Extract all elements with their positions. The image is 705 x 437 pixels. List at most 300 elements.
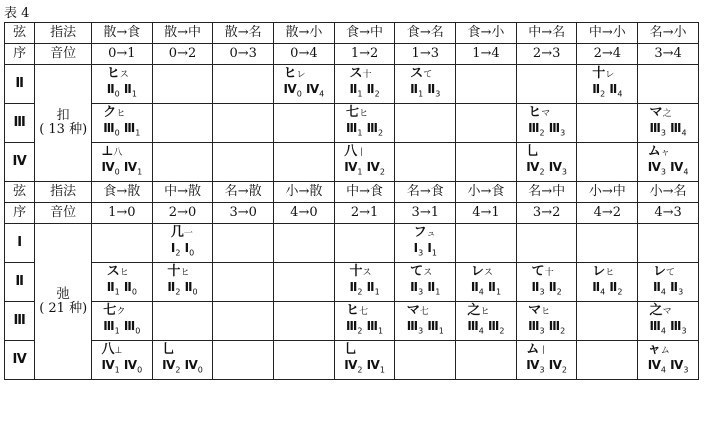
string-a: Ⅱ bbox=[167, 279, 176, 294]
pos-b: 3 bbox=[435, 89, 441, 99]
notation-cell bbox=[213, 65, 274, 104]
tablature-glyph bbox=[532, 265, 562, 280]
string-a: Ⅳ bbox=[647, 357, 661, 372]
string-positions bbox=[526, 358, 567, 377]
notation bbox=[410, 67, 440, 101]
glyph-main: 乚 bbox=[162, 341, 176, 357]
pos-a: 2 bbox=[357, 287, 363, 297]
glyph-sub: ヒ bbox=[605, 267, 615, 278]
subheader-cell: 音位 bbox=[35, 44, 92, 65]
tablature-glyph bbox=[167, 265, 197, 280]
string-label: Ⅱ bbox=[5, 65, 35, 104]
table-row bbox=[5, 104, 699, 143]
glyph-sub: 一 bbox=[183, 228, 193, 239]
pos-a: 2 bbox=[600, 89, 606, 99]
tablature-glyph bbox=[471, 265, 501, 280]
header-cell: 中→食 bbox=[334, 182, 395, 203]
notation-cell bbox=[274, 224, 335, 263]
header-cell: 小→食 bbox=[456, 182, 517, 203]
header-cell: 中→名 bbox=[516, 23, 577, 44]
notation-cell bbox=[516, 104, 577, 143]
pos-a: 4 bbox=[660, 326, 666, 336]
tablature-glyph bbox=[410, 67, 440, 82]
string-b: Ⅱ bbox=[609, 279, 618, 294]
string-positions bbox=[467, 319, 504, 338]
notation-cell bbox=[456, 104, 517, 143]
pos-b: 1 bbox=[495, 287, 502, 297]
notation bbox=[414, 226, 437, 260]
glyph-sub: ス bbox=[119, 69, 129, 80]
glyph-main: ヒ bbox=[528, 104, 542, 120]
pos-b: 1 bbox=[435, 287, 441, 297]
string-b: Ⅲ bbox=[548, 120, 561, 135]
tablature-glyph bbox=[653, 265, 683, 280]
glyph-sub: て bbox=[666, 267, 676, 278]
header-row bbox=[5, 23, 699, 44]
string-positions bbox=[101, 358, 142, 377]
glyph-main: レ bbox=[592, 263, 606, 279]
string-b: Ⅳ bbox=[305, 81, 320, 96]
string-positions bbox=[648, 358, 689, 377]
string-label: Ⅲ bbox=[5, 302, 35, 341]
string-a: Ⅳ bbox=[101, 357, 115, 372]
notation-cell bbox=[91, 104, 152, 143]
pos-a: 3 bbox=[660, 167, 666, 177]
glyph-main: ヒ bbox=[346, 302, 360, 318]
notation bbox=[592, 265, 622, 299]
subheader-cell: 4→1 bbox=[456, 203, 517, 224]
string-positions bbox=[349, 82, 379, 101]
glyph-sub: 之 bbox=[662, 108, 672, 119]
notation-cell bbox=[516, 65, 577, 104]
glyph-sub: レ bbox=[296, 69, 306, 80]
table-caption: 表 4 bbox=[4, 6, 30, 21]
notation-cell bbox=[395, 143, 456, 182]
notation-cell bbox=[213, 263, 274, 302]
pos-a: 1 bbox=[114, 326, 120, 336]
string-positions bbox=[344, 160, 385, 179]
pos-a: 2 bbox=[175, 248, 181, 258]
string-label: Ⅰ bbox=[5, 224, 35, 263]
string-a: Ⅳ bbox=[344, 357, 358, 372]
string-a: Ⅲ bbox=[346, 120, 358, 135]
pos-a: 3 bbox=[539, 365, 545, 375]
notation bbox=[107, 265, 137, 299]
tablature-glyph bbox=[528, 304, 565, 319]
subheader-cell: 4→0 bbox=[274, 203, 335, 224]
header-cell: 指法 bbox=[35, 23, 92, 44]
string-positions bbox=[650, 319, 687, 338]
notation-cell bbox=[152, 302, 213, 341]
glyph-sub: ク bbox=[116, 306, 126, 317]
string-b: Ⅲ bbox=[670, 120, 682, 135]
string-b: Ⅲ bbox=[123, 120, 136, 135]
glyph-main: マ bbox=[528, 302, 542, 318]
table-row bbox=[5, 341, 699, 380]
string-b: Ⅱ bbox=[609, 81, 618, 96]
string-a: Ⅱ bbox=[652, 279, 661, 294]
subheader-cell: 4→3 bbox=[638, 203, 699, 224]
notation-cell bbox=[152, 263, 213, 302]
glyph-main: ス bbox=[106, 263, 120, 279]
string-a: Ⅲ bbox=[528, 318, 540, 333]
notation-cell bbox=[334, 263, 395, 302]
tablature-glyph bbox=[414, 226, 437, 241]
string-a: Ⅲ bbox=[649, 318, 661, 333]
tablature-glyph bbox=[410, 265, 440, 280]
glyph-main: レ bbox=[470, 263, 484, 279]
notation bbox=[346, 106, 383, 140]
pos-a: 3 bbox=[418, 326, 424, 336]
pos-b: 0 bbox=[131, 287, 137, 297]
notation-cell bbox=[638, 104, 699, 143]
glyph-main: ス bbox=[410, 65, 424, 81]
header-cell: 中→小 bbox=[577, 23, 638, 44]
string-positions bbox=[528, 121, 565, 140]
glyph-sub: レ bbox=[605, 69, 615, 80]
string-a: Ⅱ bbox=[410, 81, 419, 96]
tablature-glyph bbox=[526, 343, 567, 358]
pos-a: 1 bbox=[357, 167, 363, 177]
tablature-glyph bbox=[648, 145, 689, 160]
header-cell: 食→中 bbox=[334, 23, 395, 44]
group-count: ( 13 种) bbox=[39, 122, 88, 137]
string-a: Ⅲ bbox=[406, 318, 419, 333]
glyph-main: 八 bbox=[101, 341, 115, 357]
notation-cell bbox=[395, 224, 456, 263]
string-b: Ⅳ bbox=[123, 159, 138, 174]
tablature-glyph bbox=[103, 304, 140, 319]
notation-cell bbox=[516, 143, 577, 182]
string-a: Ⅲ bbox=[103, 120, 115, 135]
string-positions bbox=[592, 280, 622, 299]
notation-cell bbox=[213, 341, 274, 380]
notation bbox=[284, 67, 325, 101]
pos-b: 0 bbox=[135, 326, 141, 336]
tablature-glyph bbox=[101, 343, 142, 358]
glyph-sub: 七 bbox=[359, 306, 369, 317]
notation-cell bbox=[274, 263, 335, 302]
notation bbox=[162, 343, 203, 377]
string-a: Ⅱ bbox=[349, 81, 358, 96]
notation-cell bbox=[274, 341, 335, 380]
notation-cell bbox=[395, 65, 456, 104]
notation-cell bbox=[577, 65, 638, 104]
notation-cell bbox=[334, 65, 395, 104]
tablature-glyph bbox=[349, 265, 379, 280]
notation bbox=[526, 343, 567, 377]
group-cell bbox=[35, 224, 92, 380]
notation-cell bbox=[91, 302, 152, 341]
glyph-sub: ス bbox=[483, 267, 493, 278]
glyph-main: 十 bbox=[349, 263, 363, 279]
pos-b: 3 bbox=[560, 128, 566, 138]
notation bbox=[103, 304, 140, 338]
pos-b: 4 bbox=[683, 167, 689, 177]
pos-a: 4 bbox=[478, 287, 484, 297]
table-row bbox=[5, 302, 699, 341]
glyph-main: て bbox=[410, 263, 424, 279]
string-label: Ⅱ bbox=[5, 263, 35, 302]
notation bbox=[532, 265, 562, 299]
notation-cell bbox=[638, 302, 699, 341]
notation bbox=[467, 304, 504, 338]
tablature-glyph bbox=[407, 304, 444, 319]
pos-a: 0 bbox=[114, 89, 120, 99]
glyph-sub: ヒ bbox=[116, 108, 126, 119]
pos-a: 4 bbox=[600, 287, 606, 297]
glyph-sub: ヒ bbox=[180, 267, 190, 278]
string-a: Ⅲ bbox=[346, 318, 358, 333]
notation-cell bbox=[152, 341, 213, 380]
notation bbox=[410, 265, 440, 299]
notation-cell bbox=[152, 224, 213, 263]
subheader-cell: 音位 bbox=[35, 203, 92, 224]
string-positions bbox=[346, 319, 383, 338]
string-b: Ⅲ bbox=[366, 120, 379, 135]
tablature-glyph bbox=[648, 343, 689, 358]
notation-cell bbox=[516, 263, 577, 302]
string-b: Ⅱ bbox=[427, 81, 436, 96]
glyph-main: ク bbox=[103, 104, 117, 120]
header-cell: 名→食 bbox=[395, 182, 456, 203]
notation-cell bbox=[577, 224, 638, 263]
pos-a: 2 bbox=[175, 287, 181, 297]
string-b: Ⅳ bbox=[184, 357, 198, 372]
notation bbox=[592, 67, 622, 101]
tablature-glyph bbox=[107, 67, 137, 82]
notation-cell bbox=[456, 65, 517, 104]
subheader-cell: 0→4 bbox=[274, 44, 335, 65]
notation bbox=[648, 343, 689, 377]
glyph-main: フ bbox=[413, 224, 427, 240]
string-positions bbox=[650, 121, 687, 140]
header-cell: 弦 bbox=[5, 23, 35, 44]
string-label: Ⅲ bbox=[5, 104, 35, 143]
string-a: Ⅳ bbox=[526, 357, 540, 372]
string-positions bbox=[103, 121, 140, 140]
pos-b: 0 bbox=[189, 248, 195, 258]
string-a: Ⅳ bbox=[283, 81, 297, 96]
string-positions bbox=[526, 160, 567, 179]
string-label: Ⅳ bbox=[5, 341, 35, 380]
string-positions bbox=[171, 241, 194, 260]
tablature-glyph bbox=[103, 106, 140, 121]
notation bbox=[528, 304, 565, 338]
glyph-sub: ス bbox=[423, 267, 433, 278]
glyph-main: マ bbox=[649, 104, 663, 120]
notation-cell bbox=[395, 341, 456, 380]
header-row bbox=[5, 182, 699, 203]
pos-a: 2 bbox=[357, 365, 363, 375]
pos-b: 3 bbox=[561, 167, 568, 177]
pos-b: 2 bbox=[556, 287, 562, 297]
subheader-row bbox=[5, 203, 699, 224]
notation-cell bbox=[638, 341, 699, 380]
pos-b: 4 bbox=[319, 89, 325, 99]
tablature-glyph bbox=[171, 226, 194, 241]
notation-cell bbox=[152, 65, 213, 104]
string-positions bbox=[167, 280, 197, 299]
subheader-cell: 序 bbox=[5, 203, 35, 224]
pos-b: 0 bbox=[197, 365, 203, 375]
string-positions bbox=[532, 280, 562, 299]
string-b: Ⅱ bbox=[366, 81, 375, 96]
pos-b: 1 bbox=[438, 326, 444, 336]
string-positions bbox=[648, 160, 689, 179]
string-a: Ⅲ bbox=[528, 120, 540, 135]
subheader-cell: 3→2 bbox=[516, 203, 577, 224]
pos-b: 2 bbox=[560, 326, 566, 336]
pos-a: 1 bbox=[357, 89, 363, 99]
glyph-main: 乚 bbox=[344, 341, 358, 357]
notation bbox=[648, 145, 689, 179]
glyph-main: レ bbox=[652, 263, 666, 279]
glyph-main: ム bbox=[526, 341, 540, 357]
pos-a: 1 bbox=[418, 89, 424, 99]
pos-b: 1 bbox=[431, 248, 437, 258]
glyph-sub: 八 bbox=[113, 147, 123, 158]
notation-cell bbox=[152, 104, 213, 143]
notation bbox=[407, 304, 444, 338]
pos-b: 4 bbox=[617, 89, 623, 99]
string-a: Ⅳ bbox=[647, 159, 661, 174]
string-positions bbox=[349, 280, 379, 299]
string-positions bbox=[410, 280, 440, 299]
subheader-row bbox=[5, 44, 699, 65]
string-b: Ⅱ bbox=[366, 279, 375, 294]
string-b: Ⅳ bbox=[670, 159, 684, 174]
notation-cell bbox=[456, 302, 517, 341]
subheader-cell: 3→4 bbox=[638, 44, 699, 65]
pos-a: 3 bbox=[418, 248, 424, 258]
glyph-sub: ヒ bbox=[119, 267, 129, 278]
string-a: Ⅰ bbox=[413, 240, 419, 255]
header-cell: 散→小 bbox=[274, 23, 335, 44]
notation-cell bbox=[456, 341, 517, 380]
string-b: Ⅰ bbox=[427, 240, 432, 255]
string-positions bbox=[284, 82, 325, 101]
glyph-main: ⊥ bbox=[101, 143, 114, 159]
notation-cell bbox=[213, 224, 274, 263]
string-b: Ⅳ bbox=[548, 357, 562, 372]
notation bbox=[653, 265, 683, 299]
string-a: Ⅲ bbox=[649, 120, 661, 135]
glyph-main: 十 bbox=[592, 65, 606, 81]
notation-cell bbox=[213, 143, 274, 182]
glyph-sub: 十 bbox=[544, 267, 554, 278]
fingering-table bbox=[4, 22, 699, 380]
glyph-sub: て bbox=[423, 69, 433, 80]
glyph-main: ム bbox=[647, 143, 661, 159]
string-b: Ⅰ bbox=[184, 240, 190, 255]
pos-a: 3 bbox=[539, 326, 545, 336]
notation-cell bbox=[152, 143, 213, 182]
table-row bbox=[5, 263, 699, 302]
notation-cell bbox=[395, 302, 456, 341]
header-cell: 散→名 bbox=[213, 23, 274, 44]
string-positions bbox=[407, 319, 444, 338]
notation-cell bbox=[213, 104, 274, 143]
notation bbox=[349, 67, 379, 101]
tablature-glyph bbox=[528, 106, 565, 121]
string-a: Ⅳ bbox=[101, 159, 115, 174]
pos-a: 3 bbox=[418, 287, 424, 297]
glyph-main: マ bbox=[406, 302, 420, 318]
notation-cell bbox=[395, 104, 456, 143]
subheader-cell: 0→1 bbox=[91, 44, 152, 65]
notation-cell bbox=[456, 224, 517, 263]
header-cell: 弦 bbox=[5, 182, 35, 203]
glyph-sub: ム bbox=[660, 345, 670, 356]
notation-cell bbox=[334, 224, 395, 263]
string-b: Ⅱ bbox=[488, 279, 496, 294]
pos-b: 0 bbox=[137, 365, 143, 375]
glyph-sub: ス bbox=[362, 267, 372, 278]
glyph-main: ヒ bbox=[106, 65, 120, 81]
string-b: Ⅱ bbox=[427, 279, 436, 294]
notation-cell bbox=[577, 104, 638, 143]
glyph-sub: 丨 bbox=[539, 345, 549, 356]
tablature-glyph bbox=[650, 304, 687, 319]
notation-cell bbox=[274, 65, 335, 104]
notation-cell bbox=[274, 104, 335, 143]
glyph-sub: ⊥ bbox=[114, 345, 123, 356]
notation-cell bbox=[334, 302, 395, 341]
pos-a: 2 bbox=[175, 365, 181, 375]
header-cell: 指法 bbox=[35, 182, 92, 203]
string-a: Ⅳ bbox=[526, 159, 540, 174]
pos-b: 4 bbox=[681, 128, 687, 138]
glyph-main: 七 bbox=[346, 104, 360, 120]
subheader-cell: 4→2 bbox=[577, 203, 638, 224]
string-b: Ⅲ bbox=[488, 318, 500, 333]
notation bbox=[167, 265, 197, 299]
tablature-glyph bbox=[467, 304, 504, 319]
string-positions bbox=[471, 280, 501, 299]
table-row bbox=[5, 224, 699, 263]
notation-cell bbox=[91, 65, 152, 104]
pos-b: 2 bbox=[561, 365, 568, 375]
glyph-sub: ャ bbox=[660, 147, 670, 158]
notation-cell bbox=[638, 65, 699, 104]
string-a: Ⅳ bbox=[344, 159, 358, 174]
pos-b: 3 bbox=[678, 287, 684, 297]
glyph-main: 几 bbox=[170, 224, 184, 240]
pos-b: 1 bbox=[374, 287, 380, 297]
string-positions bbox=[410, 82, 440, 101]
string-b: Ⅳ bbox=[123, 357, 138, 372]
pos-a: 0 bbox=[114, 167, 120, 177]
notation-cell bbox=[577, 263, 638, 302]
string-positions bbox=[653, 280, 683, 299]
subheader-cell: 1→3 bbox=[395, 44, 456, 65]
group-count: ( 21 种) bbox=[39, 300, 88, 316]
string-a: Ⅱ bbox=[592, 279, 601, 294]
string-b: Ⅳ bbox=[670, 357, 684, 372]
string-a: Ⅱ bbox=[106, 279, 115, 294]
string-a: Ⅱ bbox=[531, 279, 540, 294]
notation-cell bbox=[638, 263, 699, 302]
notation-cell bbox=[91, 143, 152, 182]
notation-cell bbox=[638, 143, 699, 182]
notation-cell bbox=[516, 224, 577, 263]
notation-cell bbox=[638, 224, 699, 263]
tablature-glyph bbox=[101, 145, 142, 160]
notation bbox=[349, 265, 379, 299]
notation bbox=[471, 265, 501, 299]
pos-a: 4 bbox=[660, 287, 666, 297]
